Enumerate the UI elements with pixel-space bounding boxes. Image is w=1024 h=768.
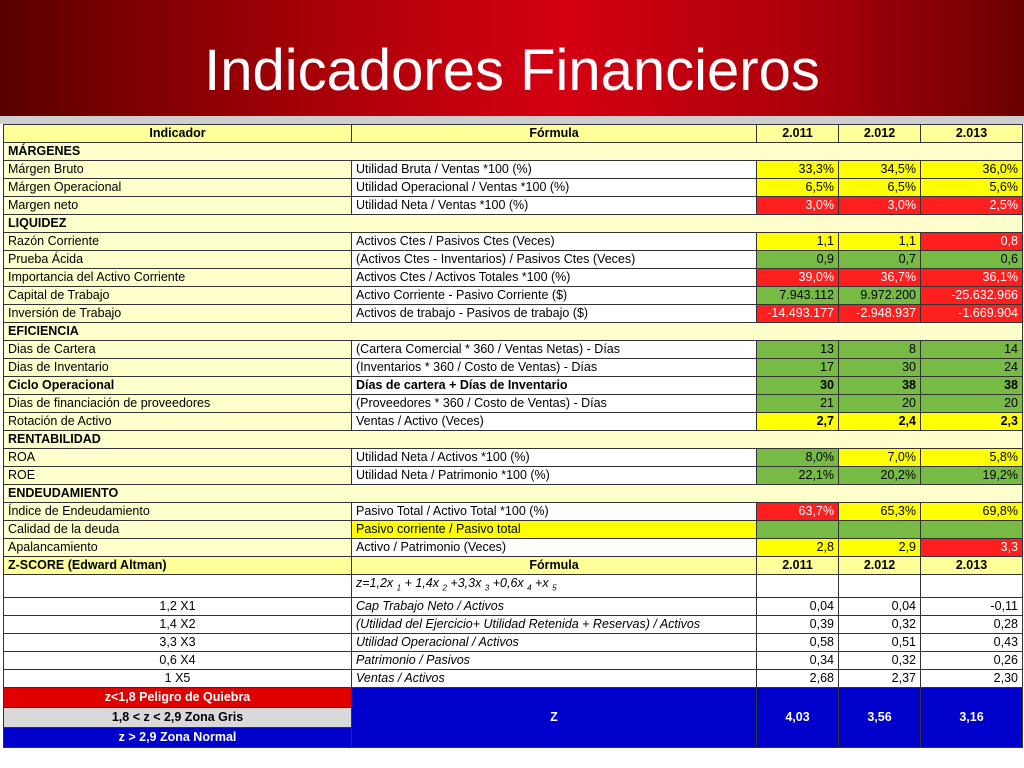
section-endeudamiento: ENDEUDAMIENTO: [4, 485, 1023, 503]
row-formula: (Proveedores * 360 / Costo de Ventas) - Días: [352, 395, 757, 413]
row-formula: (Activos Ctes - Inventarios) / Pasivos Ctes (Veces): [352, 251, 757, 269]
zscore-row: [4, 633, 1023, 651]
zscore-2013: 0,26: [921, 651, 1023, 669]
value-2011: 8,0%: [757, 449, 839, 467]
value-2011: 30: [757, 377, 839, 395]
row-formula: Utilidad Neta / Patrimonio *100 (%): [352, 467, 757, 485]
header-year-2011: 2.011: [757, 125, 839, 143]
table-row: [4, 251, 1023, 269]
row-formula: Utilidad Operacional / Ventas *100 (%): [352, 179, 757, 197]
value-2013: 2,3: [921, 413, 1023, 431]
row-name: Rotación de Activo: [4, 413, 352, 431]
value-2011: 1,1: [757, 233, 839, 251]
value-2012: 0,7: [839, 251, 921, 269]
zscore-equation: z=1,2x $_1$ + 1,4x $_2$ +3,3x $_3$ +0,6x $_4$ +x $_5$: [352, 575, 757, 598]
page-title: Indicadores Financieros: [204, 38, 820, 103]
section-row: [4, 215, 1023, 233]
value-2011: 63,7%: [757, 503, 839, 521]
value-2012: 1,1: [839, 233, 921, 251]
row-formula: Activo Corriente - Pasivo Corriente ($): [352, 287, 757, 305]
zscore-factor: 1,4 X2: [4, 615, 352, 633]
table-row: [4, 269, 1023, 287]
value-2012: 30: [839, 359, 921, 377]
table-header-row: [4, 125, 1023, 143]
row-formula: Activos Ctes / Pasivos Ctes (Veces): [352, 233, 757, 251]
zscore-header-2011: 2.011: [757, 557, 839, 575]
value-2013: [921, 521, 1023, 539]
zscore-formula: Ventas / Activos: [352, 669, 757, 687]
table-row: [4, 179, 1023, 197]
row-name: Razón Corriente: [4, 233, 352, 251]
value-2012: 36,7%: [839, 269, 921, 287]
section-eficiencia: EFICIENCIA: [4, 323, 1023, 341]
header-indicador: Indicador: [4, 125, 352, 143]
section-row: [4, 485, 1023, 503]
zscore-title: Z-SCORE (Edward Altman): [4, 557, 352, 575]
zscore-factor: 0,6 X4: [4, 651, 352, 669]
zscore-2012: 2,37: [839, 669, 921, 687]
zscore-2011: 0,34: [757, 651, 839, 669]
value-2013: 38: [921, 377, 1023, 395]
zscore-equation-row: [4, 575, 1023, 598]
table-row: [4, 413, 1023, 431]
value-2012: 65,3%: [839, 503, 921, 521]
z-label: Z: [352, 687, 757, 747]
value-2012: 2,4: [839, 413, 921, 431]
zscore-2012: 0,04: [839, 597, 921, 615]
row-name: Margen neto: [4, 197, 352, 215]
value-2013: 19,2%: [921, 467, 1023, 485]
value-2011: [757, 521, 839, 539]
header-formula: Fórmula: [352, 125, 757, 143]
row-formula: Ventas / Activo (Veces): [352, 413, 757, 431]
zscore-2011: 0,39: [757, 615, 839, 633]
value-2013: 0,8: [921, 233, 1023, 251]
row-name: Capital de Trabajo: [4, 287, 352, 305]
zscore-factor: 1 X5: [4, 669, 352, 687]
row-name: ROE: [4, 467, 352, 485]
row-formula: Utilidad Neta / Ventas *100 (%): [352, 197, 757, 215]
table-row: [4, 521, 1023, 539]
table-row: [4, 449, 1023, 467]
row-formula: Días de cartera + Días de Inventario: [352, 377, 757, 395]
table-row: [4, 395, 1023, 413]
value-2012: 3,0%: [839, 197, 921, 215]
zscore-2012: 0,32: [839, 651, 921, 669]
value-2013: 0,6: [921, 251, 1023, 269]
zone-gris: 1,8 < z < 2,9 Zona Gris: [4, 707, 352, 727]
zscore-formula: Patrimonio / Pasivos: [352, 651, 757, 669]
zscore-factor: 1,2 X1: [4, 597, 352, 615]
value-2012: -2.948.937: [839, 305, 921, 323]
zscore-2012: 0,32: [839, 615, 921, 633]
zscore-2013: 0,43: [921, 633, 1023, 651]
value-2013: 3,3: [921, 539, 1023, 557]
zscore-2013: -0,11: [921, 597, 1023, 615]
value-2012: 20: [839, 395, 921, 413]
table-row: [4, 377, 1023, 395]
value-2013: 2,5%: [921, 197, 1023, 215]
value-2012: 7,0%: [839, 449, 921, 467]
value-2013: 24: [921, 359, 1023, 377]
zscore-2011: 0,58: [757, 633, 839, 651]
value-2012: 2,9: [839, 539, 921, 557]
value-2011: 22,1%: [757, 467, 839, 485]
zscore-2013: 2,30: [921, 669, 1023, 687]
value-2013: 14: [921, 341, 1023, 359]
row-name: Importancia del Activo Corriente: [4, 269, 352, 287]
section-rentabilidad: RENTABILIDAD: [4, 431, 1023, 449]
zscore-2012: 0,51: [839, 633, 921, 651]
z-value-2013: 3,16: [921, 687, 1023, 747]
header-year-2012: 2.012: [839, 125, 921, 143]
row-formula: Activos Ctes / Activos Totales *100 (%): [352, 269, 757, 287]
zscore-header-row: [4, 557, 1023, 575]
section-row: [4, 323, 1023, 341]
value-2013: 20: [921, 395, 1023, 413]
row-formula: (Inventarios * 360 / Costo de Ventas) - Días: [352, 359, 757, 377]
row-formula: Utilidad Neta / Activos *100 (%): [352, 449, 757, 467]
value-2011: 3,0%: [757, 197, 839, 215]
table-row: [4, 287, 1023, 305]
section-row: [4, 143, 1023, 161]
divider-bar: [0, 116, 1024, 124]
row-formula: (Cartera Comercial * 360 / Ventas Netas) - Días: [352, 341, 757, 359]
table-row: [4, 305, 1023, 323]
table-row: [4, 359, 1023, 377]
row-name: Dias de Inventario: [4, 359, 352, 377]
table-row: [4, 197, 1023, 215]
table-row: [4, 503, 1023, 521]
value-2012: 20,2%: [839, 467, 921, 485]
value-2011: 0,9: [757, 251, 839, 269]
value-2012: 8: [839, 341, 921, 359]
row-name: Apalancamiento: [4, 539, 352, 557]
row-formula: Utilidad Bruta / Ventas *100 (%): [352, 161, 757, 179]
value-2011: 33,3%: [757, 161, 839, 179]
value-2011: 21: [757, 395, 839, 413]
row-name: Inversión de Trabajo: [4, 305, 352, 323]
table-row: [4, 161, 1023, 179]
zscore-formula: Utilidad Operacional / Activos: [352, 633, 757, 651]
value-2011: 2,7: [757, 413, 839, 431]
section-liquidez: LIQUIDEZ: [4, 215, 1023, 233]
zone-normal: z > 2,9 Zona Normal: [4, 727, 352, 747]
zscore-formula: Cap Trabajo Neto / Activos: [352, 597, 757, 615]
table-row: [4, 539, 1023, 557]
section-margenes: MÁRGENES: [4, 143, 1023, 161]
value-2013: -25.632.966: [921, 287, 1023, 305]
value-2011: 39,0%: [757, 269, 839, 287]
value-2013: 36,1%: [921, 269, 1023, 287]
table-row: [4, 467, 1023, 485]
section-row: [4, 431, 1023, 449]
zscore-factor: 3,3 X3: [4, 633, 352, 651]
value-2011: 7.943.112: [757, 287, 839, 305]
value-2011: 17: [757, 359, 839, 377]
row-formula: Pasivo Total / Activo Total *100 (%): [352, 503, 757, 521]
table-row: [4, 341, 1023, 359]
zscore-2011: 0,04: [757, 597, 839, 615]
value-2013: 36,0%: [921, 161, 1023, 179]
zscore-row: [4, 615, 1023, 633]
header-year-2013: 2.013: [921, 125, 1023, 143]
value-2013: 5,6%: [921, 179, 1023, 197]
value-2011: 2,8: [757, 539, 839, 557]
row-name: ROA: [4, 449, 352, 467]
row-name: Dias de Cartera: [4, 341, 352, 359]
table-row: [4, 233, 1023, 251]
value-2011: -14.493.177: [757, 305, 839, 323]
zone-row: [4, 687, 1023, 707]
value-2011: 13: [757, 341, 839, 359]
value-2013: -1.669.904: [921, 305, 1023, 323]
zscore-2013: 0,28: [921, 615, 1023, 633]
row-name: Ciclo Operacional: [4, 377, 352, 395]
value-2011: 6,5%: [757, 179, 839, 197]
zscore-header-2013: 2.013: [921, 557, 1023, 575]
row-formula: Activos de trabajo - Pasivos de trabajo ($): [352, 305, 757, 323]
zscore-header-formula: Fórmula: [352, 557, 757, 575]
row-name: Índice de Endeudamiento: [4, 503, 352, 521]
row-formula: Activo / Patrimonio (Veces): [352, 539, 757, 557]
z-value-2011: 4,03: [757, 687, 839, 747]
zscore-row: [4, 669, 1023, 687]
row-name: Prueba Ácida: [4, 251, 352, 269]
z-value-2012: 3,56: [839, 687, 921, 747]
indicators-table: [3, 124, 1023, 748]
zone-peligro: z<1,8 Peligro de Quiebra: [4, 687, 352, 707]
value-2012: 38: [839, 377, 921, 395]
value-2012: 9.972.200: [839, 287, 921, 305]
row-name: Márgen Bruto: [4, 161, 352, 179]
row-name: Dias de financiación de proveedores: [4, 395, 352, 413]
value-2013: 69,8%: [921, 503, 1023, 521]
value-2012: 34,5%: [839, 161, 921, 179]
zscore-formula: (Utilidad del Ejercicio+ Utilidad Retenida + Reservas) / Activos: [352, 615, 757, 633]
row-formula: Pasivo corriente / Pasivo total: [352, 521, 757, 539]
value-2012: 6,5%: [839, 179, 921, 197]
row-name: Márgen Operacional: [4, 179, 352, 197]
zscore-row: [4, 651, 1023, 669]
value-2012: [839, 521, 921, 539]
row-name: Calidad de la deuda: [4, 521, 352, 539]
value-2013: 5,8%: [921, 449, 1023, 467]
zscore-row: [4, 597, 1023, 615]
zscore-2011: 2,68: [757, 669, 839, 687]
zscore-header-2012: 2.012: [839, 557, 921, 575]
